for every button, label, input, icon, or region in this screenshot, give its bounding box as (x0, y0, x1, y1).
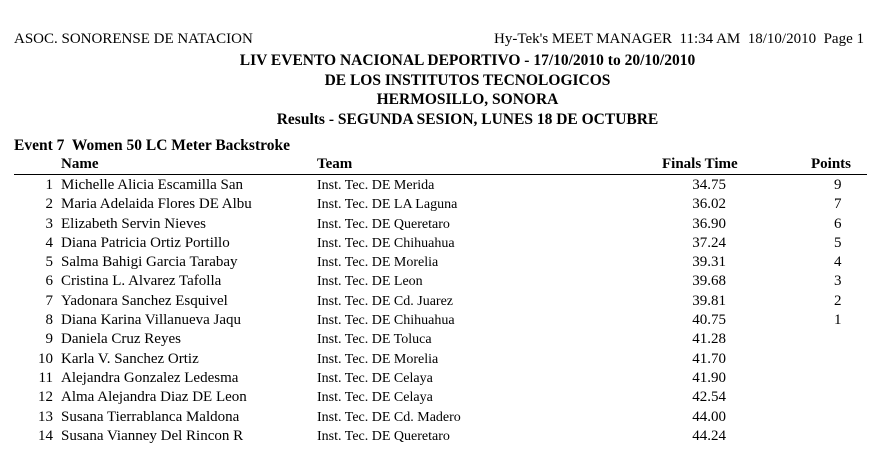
points-cell: 2 (834, 292, 842, 309)
column-header-team: Team (317, 156, 353, 172)
finals-time-cell: 44.00 (692, 408, 726, 425)
place-cell: 4 (45, 234, 53, 251)
team-cell: Inst. Tec. DE Cd. Juarez (317, 293, 454, 309)
result-row (0, 427, 873, 446)
result-row (0, 369, 873, 388)
points-cell: 4 (834, 254, 842, 271)
place-cell: 10 (38, 350, 53, 367)
place-cell: 5 (45, 254, 53, 271)
finals-time-cell: 37.24 (692, 234, 726, 251)
result-row (0, 388, 873, 407)
team-cell: Inst. Tec. DE Morelia (317, 255, 439, 271)
result-row (0, 350, 873, 369)
place-cell: 8 (45, 312, 53, 329)
place-cell: 11 (38, 369, 53, 386)
place-cell: 3 (45, 215, 53, 232)
swimmer-name-cell: Daniela Cruz Reyes (61, 331, 181, 348)
swimmer-name-cell: Elizabeth Servin Nieves (61, 215, 206, 232)
organization-name: ASOC. SONORENSE DE NATACION (14, 31, 253, 47)
finals-time-cell: 36.02 (692, 196, 726, 213)
result-row (0, 215, 873, 234)
place-cell: 14 (38, 427, 53, 444)
header-divider (14, 174, 867, 175)
finals-time-cell: 41.70 (692, 350, 726, 367)
swimmer-name-cell: Alma Alejandra Diaz DE Leon (61, 389, 247, 406)
team-cell: Inst. Tec. DE Cd. Madero (317, 409, 461, 425)
swimmer-name-cell: Alejandra Gonzalez Ledesma (61, 369, 239, 386)
result-row (0, 272, 873, 291)
place-cell: 2 (45, 196, 53, 213)
place-cell: 1 (45, 177, 53, 193)
result-row (0, 292, 873, 311)
place-cell: 13 (38, 408, 53, 425)
points-cell: 3 (834, 273, 842, 290)
team-cell: Inst. Tec. DE Queretaro (317, 216, 450, 232)
finals-time-cell: 39.81 (692, 292, 726, 309)
swimmer-name-cell: Diana Karina Villanueva Jaqu (61, 312, 242, 329)
swimmer-name-cell: Susana Tierrablanca Maldona (61, 408, 240, 425)
result-row (0, 330, 873, 349)
finals-time-cell: 40.75 (692, 312, 726, 329)
team-cell: Inst. Tec. DE Chihuahua (317, 313, 455, 329)
meet-title-line: HERMOSILLO, SONORA (376, 91, 559, 108)
meet-title-line: DE LOS INSTITUTOS TECNOLOGICOS (324, 71, 611, 89)
finals-time-cell: 36.90 (692, 215, 726, 232)
swimmer-name-cell: Michelle Alicia Escamilla San (61, 177, 244, 193)
swimmer-name-cell: Karla V. Sanchez Ortiz (61, 350, 199, 367)
points-cell: 1 (834, 312, 842, 329)
place-cell: 6 (45, 273, 53, 290)
result-row (0, 253, 873, 272)
team-cell: Inst. Tec. DE Morelia (317, 351, 439, 367)
swimmer-name-cell: Susana Vianney Del Rincon R (61, 427, 244, 444)
place-cell: 9 (45, 331, 53, 348)
team-cell: Inst. Tec. DE Toluca (317, 332, 432, 348)
points-cell: 5 (834, 234, 842, 251)
column-header-name: Name (61, 156, 99, 172)
event-title: Event 7 Women 50 LC Meter Backstroke (14, 137, 290, 154)
finals-time-cell: 41.28 (692, 331, 726, 348)
team-cell: Inst. Tec. DE Chihuahua (317, 235, 455, 251)
team-cell: Inst. Tec. DE Celaya (317, 390, 433, 406)
team-cell: Inst. Tec. DE Celaya (317, 370, 433, 386)
swimmer-name-cell: Salma Bahigi Garcia Tarabay (61, 254, 238, 271)
points-cell: 6 (834, 215, 842, 232)
team-cell: Inst. Tec. DE LA Laguna (317, 197, 458, 213)
finals-time-cell: 34.75 (692, 177, 726, 193)
swimmer-name-cell: Yadonara Sanchez Esquivel (61, 292, 228, 309)
finals-time-cell: 42.54 (692, 389, 726, 406)
place-cell: 7 (45, 292, 53, 309)
result-row (0, 195, 873, 214)
column-header-finals-time: Finals Time (662, 156, 738, 172)
finals-time-cell: 44.24 (692, 427, 726, 444)
report-meta: Hy-Tek's MEET MANAGER 11:34 AM 18/10/2010 Page 1 (494, 31, 864, 47)
result-row (0, 311, 873, 330)
finals-time-cell: 41.90 (692, 369, 726, 386)
result-row (0, 234, 873, 253)
swimmer-name-cell: Cristina L. Alvarez Tafolla (61, 273, 222, 290)
place-cell: 12 (38, 389, 53, 406)
finals-time-cell: 39.68 (692, 273, 726, 290)
swimmer-name-cell: Maria Adelaida Flores DE Albu (61, 196, 252, 213)
results-table (0, 176, 873, 446)
meet-title-block (0, 51, 873, 129)
swimmer-name-cell: Diana Patricia Ortiz Portillo (61, 234, 230, 251)
result-row (0, 408, 873, 427)
team-cell: Inst. Tec. DE Leon (317, 274, 423, 290)
team-cell: Inst. Tec. DE Merida (317, 178, 435, 193)
points-cell: 9 (834, 177, 842, 193)
result-row (0, 176, 873, 195)
column-header-points: Points (811, 156, 852, 172)
meet-title-line: LIV EVENTO NACIONAL DEPORTIVO - 17/10/2010 to 20/10/2010 (239, 52, 696, 69)
session-title: Results - SEGUNDA SESION, LUNES 18 DE OCTUBRE (276, 110, 659, 128)
team-cell: Inst. Tec. DE Queretaro (317, 428, 450, 444)
points-cell: 7 (834, 196, 842, 213)
finals-time-cell: 39.31 (692, 254, 726, 271)
